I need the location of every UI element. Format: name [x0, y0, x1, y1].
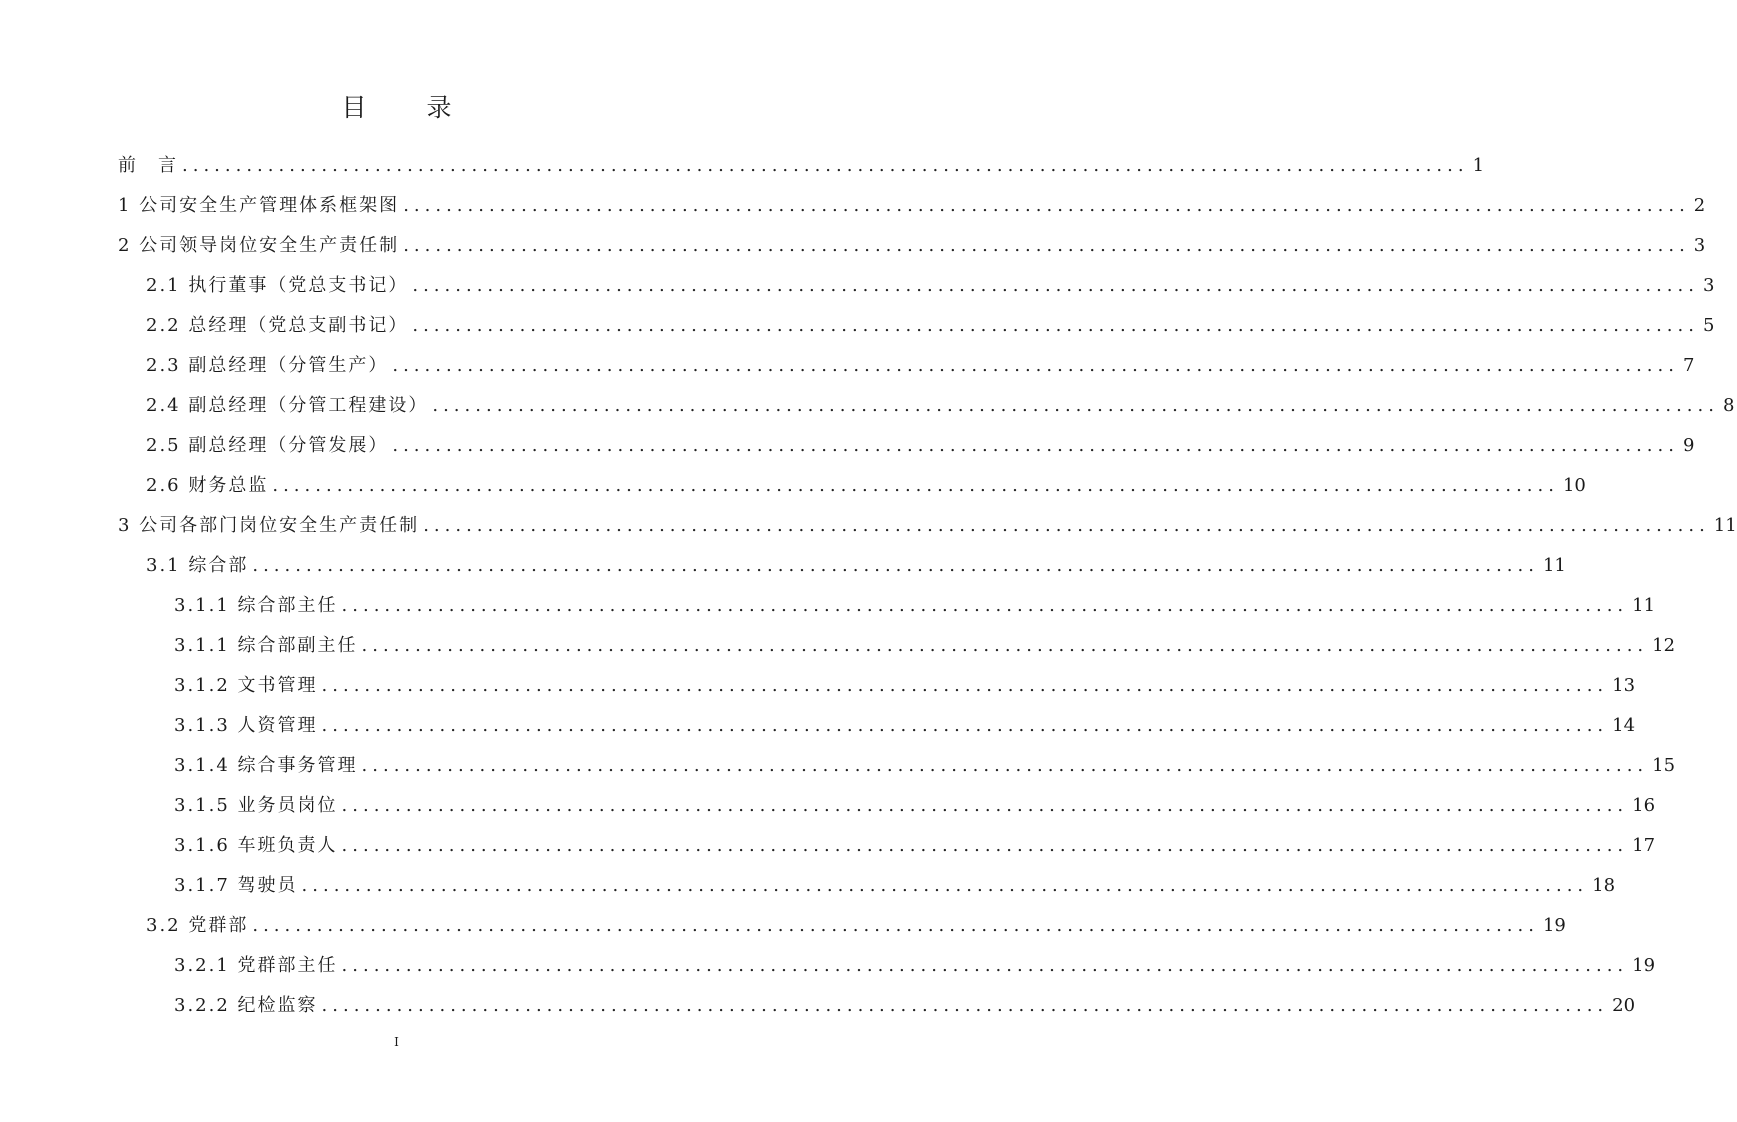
- toc-dot-leader: ........................................................................................................................: [252, 915, 1539, 936]
- toc-entry-page: 3: [1702, 275, 1715, 296]
- toc-dot-leader: ........................................................................................................................: [341, 795, 1629, 816]
- toc-entry-page: 5: [1702, 315, 1715, 336]
- toc-dot-leader: ........................................................................................................................: [403, 195, 1690, 216]
- toc-dot-leader: ........................................................................................................................: [361, 635, 1649, 656]
- toc-entry-label: 3.1.1 综合部副主任: [174, 635, 358, 656]
- toc-entry-label: 3.1.1 综合部主任: [174, 595, 338, 616]
- toc-dot-leader: ........................................................................................................................: [272, 475, 1559, 496]
- toc-entry[interactable]: [118, 186, 1706, 226]
- toc-dot-leader: ........................................................................................................................: [412, 315, 1699, 336]
- toc-entry-label: 3.1.7 驾驶员: [174, 875, 298, 896]
- toc-entry[interactable]: [174, 666, 1636, 706]
- toc-entry-label: 3 公司各部门岗位安全生产责任制: [118, 515, 420, 536]
- toc-entry-label: 2.1 执行董事（党总支书记）: [146, 275, 409, 296]
- toc-dot-leader: ........................................................................................................................: [392, 355, 1679, 376]
- toc-entry-page: 11: [1713, 515, 1737, 536]
- toc-entry[interactable]: [174, 866, 1616, 906]
- toc-entry-page: 11: [1542, 555, 1566, 576]
- toc-entry-label: 2.3 副总经理（分管生产）: [146, 355, 389, 376]
- toc-dot-leader: ........................................................................................................................: [423, 515, 1710, 536]
- toc-dot-leader: ........................................................................................................................: [432, 395, 1719, 416]
- toc-entry[interactable]: [174, 986, 1636, 1026]
- toc-entry-page: 1: [1472, 155, 1485, 176]
- toc-entry-page: 7: [1682, 355, 1695, 376]
- toc-entry-label: 3.1.6 车班负责人: [174, 835, 338, 856]
- toc-dot-leader: ........................................................................................................................: [321, 715, 1609, 736]
- toc-entry-page: 2: [1693, 195, 1706, 216]
- toc-entry-label: 3.1.2 文书管理: [174, 675, 318, 696]
- toc-dot-leader: ........................................................................................................................: [403, 235, 1690, 256]
- toc-dot-leader: ........................................................................................................................: [301, 875, 1589, 896]
- toc-entry-page: 9: [1682, 435, 1695, 456]
- toc-entry-page: 13: [1612, 675, 1636, 696]
- toc-entry-label: 2.6 财务总监: [146, 475, 269, 496]
- toc-dot-leader: ........................................................................................................................: [252, 555, 1539, 576]
- toc-entry-page: 16: [1632, 795, 1656, 816]
- toc-entry-label: 3.2.2 纪检监察: [174, 995, 318, 1016]
- toc-entry-label: 2.2 总经理（党总支副书记）: [146, 315, 409, 336]
- toc-entry-label: 3.1 综合部: [146, 555, 249, 576]
- toc-entry[interactable]: [118, 146, 1485, 186]
- toc-entry-page: 12: [1652, 635, 1676, 656]
- toc-entry-page: 19: [1542, 915, 1566, 936]
- toc-entry[interactable]: [118, 506, 1737, 546]
- toc-entry-page: 3: [1693, 235, 1706, 256]
- toc-entry[interactable]: [146, 266, 1715, 306]
- toc-entry[interactable]: [174, 786, 1656, 826]
- toc-entry[interactable]: [174, 826, 1656, 866]
- toc-dot-leader: ........................................................................................................................: [341, 835, 1629, 856]
- toc-entry[interactable]: [174, 586, 1656, 626]
- toc-entry[interactable]: [174, 746, 1676, 786]
- toc-entry-page: 17: [1632, 835, 1656, 856]
- toc-entry-page: 15: [1652, 755, 1676, 776]
- toc-entry-label: 前 言: [118, 155, 178, 176]
- page-title: 目 录: [341, 93, 478, 122]
- toc-entry[interactable]: [146, 346, 1695, 386]
- toc-dot-leader: ........................................................................................................................: [392, 435, 1679, 456]
- toc-dot-leader: ........................................................................................................................: [182, 155, 1469, 176]
- toc-entry[interactable]: [146, 306, 1715, 346]
- page-number: I: [394, 1035, 399, 1049]
- toc-entry[interactable]: [146, 546, 1566, 586]
- toc-entry-label: 2.5 副总经理（分管发展）: [146, 435, 389, 456]
- toc-dot-leader: ........................................................................................................................: [341, 955, 1629, 976]
- toc-entry[interactable]: [118, 226, 1706, 266]
- toc-entry-label: 3.1.3 人资管理: [174, 715, 318, 736]
- toc-entry-label: 3.1.5 业务员岗位: [174, 795, 338, 816]
- toc-entry-label: 3.1.4 综合事务管理: [174, 755, 358, 776]
- toc-entry[interactable]: [146, 386, 1735, 426]
- toc-entry-page: 14: [1612, 715, 1636, 736]
- toc-dot-leader: ........................................................................................................................: [361, 755, 1649, 776]
- toc-entry[interactable]: [146, 426, 1695, 466]
- toc-entry-label: 2 公司领导岗位安全生产责任制: [118, 235, 400, 256]
- toc-entry-label: 3.2.1 党群部主任: [174, 955, 338, 976]
- toc-entry[interactable]: [174, 626, 1676, 666]
- toc-dot-leader: ........................................................................................................................: [321, 995, 1609, 1016]
- toc-dot-leader: ........................................................................................................................: [412, 275, 1699, 296]
- toc-entry-page: 8: [1722, 395, 1735, 416]
- toc-entry[interactable]: [146, 466, 1586, 506]
- toc-entry-page: 11: [1632, 595, 1656, 616]
- toc-entry[interactable]: [146, 906, 1566, 946]
- toc-entry-label: 3.2 党群部: [146, 915, 249, 936]
- toc-entry-page: 19: [1632, 955, 1656, 976]
- toc-entry-label: 1 公司安全生产管理体系框架图: [118, 195, 400, 216]
- toc-dot-leader: ........................................................................................................................: [341, 595, 1629, 616]
- toc-entry[interactable]: [174, 706, 1636, 746]
- toc-entry-page: 10: [1562, 475, 1586, 496]
- toc-entry-label: 2.4 副总经理（分管工程建设）: [146, 395, 429, 416]
- toc-entry[interactable]: [174, 946, 1656, 986]
- toc-entry-page: 18: [1592, 875, 1616, 896]
- toc-entry-page: 20: [1612, 995, 1636, 1016]
- toc-dot-leader: ........................................................................................................................: [321, 675, 1609, 696]
